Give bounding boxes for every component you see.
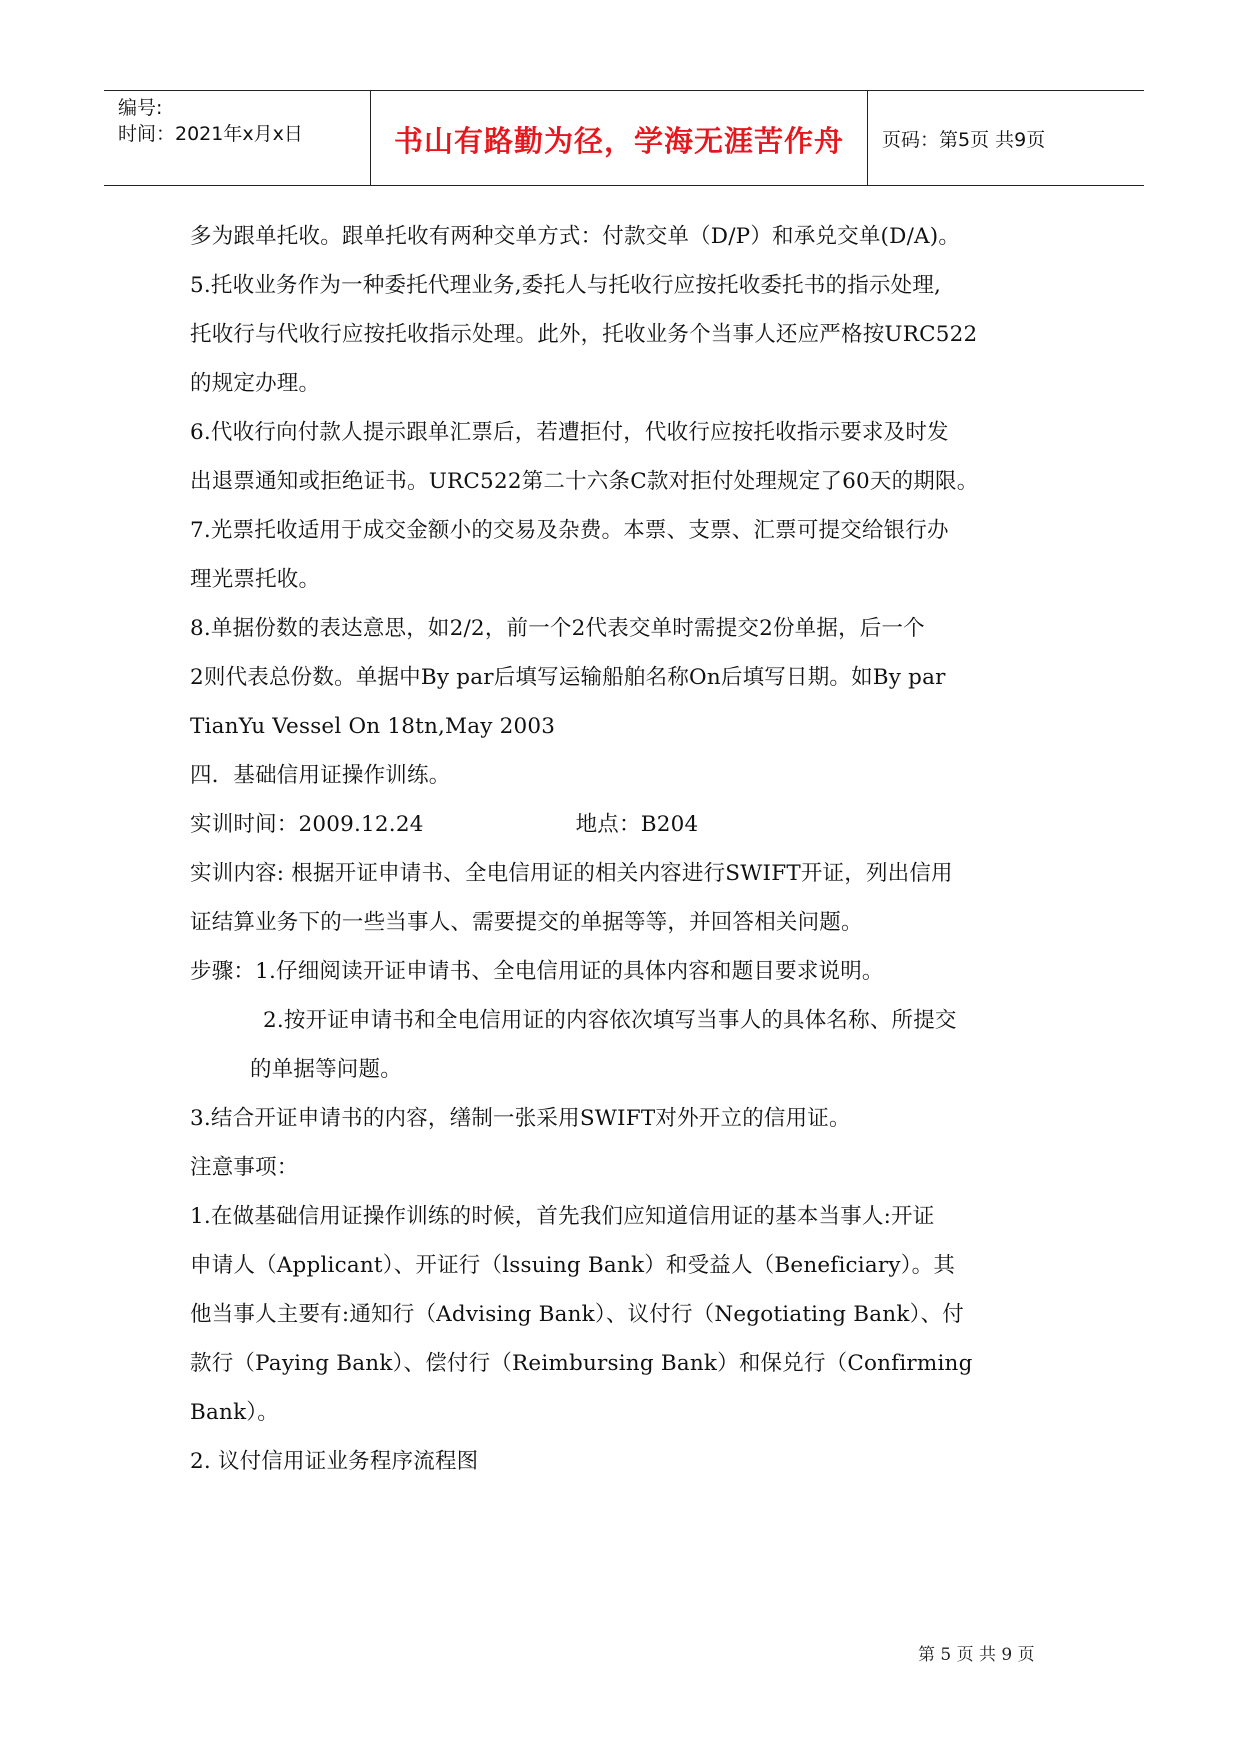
paragraph-line: 的单据等问题。 <box>250 1057 402 1082</box>
header-center-cell <box>370 91 868 185</box>
section-heading: 四．基础信用证操作训练。 <box>190 763 451 788</box>
header-right-cell <box>868 91 1144 185</box>
header-page-code: 页码：第5页 共9页 <box>882 129 1046 151</box>
paragraph-line: 2则代表总份数。单据中By par后填写运输船舶名称On后填写日期。如By par <box>190 665 946 690</box>
page-footer: 第 5 页 共 9 页 <box>918 1645 1035 1665</box>
paragraph-line: 1.在做基础信用证操作训练的时候，首先我们应知道信用证的基本当事人:开证 <box>190 1204 935 1229</box>
header-motto: 书山有路勤为径，学海无涯苦作舟 <box>393 124 844 158</box>
paragraph-line: Bank）。 <box>190 1400 279 1425</box>
paragraph-line: 2. 议付信用证业务程序流程图 <box>190 1449 479 1474</box>
training-location: 地点：B204 <box>575 812 699 837</box>
paragraph-line: 7.光票托收适用于成交金额小的交易及杂费。本票、支票、汇票可提交给银行办 <box>190 518 949 543</box>
paragraph-line: 2.按开证申请书和全电信用证的内容依次填写当事人的具体名称、所提交 <box>263 1008 957 1033</box>
paragraph-line: 注意事项： <box>190 1155 299 1180</box>
paragraph-line: 证结算业务下的一些当事人、需要提交的单据等等，并回答相关问题。 <box>190 910 863 935</box>
paragraph-line: 5.托收业务作为一种委托代理业务,委托人与托收行应按托收委托书的指示处理, <box>190 273 942 298</box>
paragraph-line: 款行（Paying Bank）、偿付行（Reimbursing Bank）和保兑行（Confirming <box>190 1351 973 1376</box>
paragraph-line: 理光票托收。 <box>190 567 321 592</box>
paragraph-line: 的规定办理。 <box>190 371 321 396</box>
document-body <box>190 212 1090 1486</box>
doc-number-label: 编号: <box>118 97 163 119</box>
paragraph-line: 8.单据份数的表达意思，如2/2，前一个2代表交单时需提交2份单据，后一个 <box>190 616 925 641</box>
paragraph-line: 6.代收行向付款人提示跟单汇票后，若遭拒付，代收行应按托收指示要求及时发 <box>190 420 949 445</box>
paragraph-line: 他当事人主要有:通知行（Advising Bank）、议付行（Negotiating Bank）、付 <box>190 1302 964 1327</box>
paragraph-line: 申请人（Applicant）、开证行（lssuing Bank）和受益人（Beneficiary）。其 <box>190 1253 956 1278</box>
paragraph-line: TianYu Vessel On 18tn,May 2003 <box>190 714 556 739</box>
doc-date: 时间：2021年x月x日 <box>118 123 303 145</box>
document-header <box>104 90 1144 186</box>
training-time: 实训时间：2009.12.24 <box>190 812 424 837</box>
paragraph-line: 多为跟单托收。跟单托收有两种交单方式：付款交单（D/P）和承兑交单(D/A)。 <box>190 224 961 249</box>
paragraph-line: 出退票通知或拒绝证书。URC522第二十六条C款对拒付处理规定了60天的期限。 <box>190 469 979 494</box>
paragraph-line: 步骤：1.仔细阅读开证申请书、全电信用证的具体内容和题目要求说明。 <box>190 959 884 984</box>
paragraph-line: 托收行与代收行应按托收指示处理。此外，托收业务个当事人还应严格按URC522 <box>190 322 978 347</box>
header-left-cell <box>104 91 370 185</box>
paragraph-line: 3.结合开证申请书的内容，缮制一张采用SWIFT对外开立的信用证。 <box>190 1106 851 1131</box>
training-info-line <box>190 800 1090 849</box>
paragraph-line: 实训内容: 根据开证申请书、全电信用证的相关内容进行SWIFT开证，列出信用 <box>190 861 953 886</box>
